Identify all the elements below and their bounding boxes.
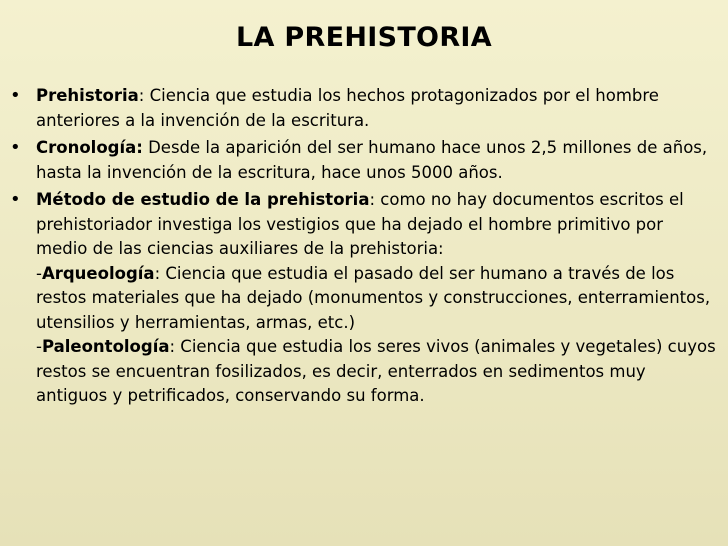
bullet-text: : como no hay documentos escritos el prehistoriador investiga los vestigios que ha dejado el hombre primitivo por medio de las ciencias auxiliares de la prehistoria: xyxy=(36,190,684,258)
bullet-list xyxy=(10,84,718,412)
bullet-dot-icon: • xyxy=(10,137,21,158)
bullet-term: Cronología: xyxy=(36,138,143,157)
sub-item-text: : Ciencia que estudia los seres vivos (animales y vegetales) cuyos restos se encuentran fosilizados, es decir, enterrados en sedimentos muy antiguos y petrificados, conservando su forma. xyxy=(36,337,716,405)
bullet-dot-icon: • xyxy=(10,189,21,210)
bullet-term: Método de estudio de la prehistoria xyxy=(36,190,370,209)
sub-item-term: Arqueología xyxy=(41,263,155,283)
bullet-prehistoria xyxy=(10,84,718,133)
bullet-text: : Ciencia que estudia los hechos protagonizados por el hombre anteriores a la invención de la escritura. xyxy=(36,86,659,130)
sub-item-prefix: - xyxy=(36,263,42,283)
sub-item-prefix: - xyxy=(36,337,42,356)
bullet-dot-icon: • xyxy=(10,85,21,106)
sub-item-paleontologia xyxy=(36,335,718,409)
bullet-cronologia xyxy=(10,136,718,185)
sub-item-term: Paleontología xyxy=(41,337,170,356)
bullet-metodo xyxy=(10,188,718,409)
bullet-term: Prehistoria xyxy=(36,86,139,105)
sub-item-text: : Ciencia que estudia el pasado del ser humano a través de los restos materiales que ha dejado (monumentos y construcciones, enterramientos, utensilios y herramientas, armas, etc.) xyxy=(36,263,711,332)
bullet-text: Desde la aparición del ser humano hace unos 2,5 millones de años, hasta la invención de la escritura, hace unos 5000 años. xyxy=(36,138,708,182)
sub-item-arqueologia xyxy=(36,262,718,336)
slide-title: LA PREHISTORIA xyxy=(236,22,492,53)
